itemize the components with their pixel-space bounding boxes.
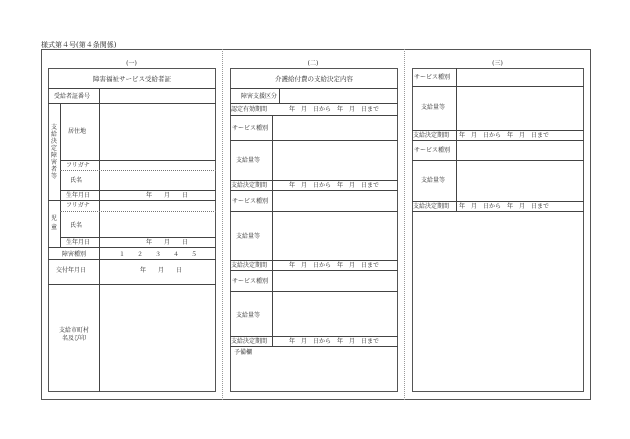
amount-label-a: 支給量等 (236, 157, 261, 164)
divider (412, 140, 584, 141)
divider (60, 190, 216, 191)
divider (99, 259, 100, 284)
divider (230, 346, 398, 347)
divider (60, 160, 216, 161)
amount-label-b: 支給量等 (236, 233, 261, 240)
divider (230, 270, 398, 271)
divider (99, 247, 100, 259)
child-dob-label: 生年月日 (66, 239, 91, 246)
divider (99, 284, 100, 392)
divider (60, 200, 61, 247)
disability-type-values: １ ２ ３ ４ ５ (119, 251, 201, 258)
form-number: 様式第４号(第４条関係) (41, 41, 117, 49)
decision-period-label-b: 支給決定期間 (231, 262, 268, 269)
panel2-title: 介護給付費の支給決定内容 (275, 75, 353, 83)
divider (48, 103, 216, 104)
issue-date-value: 年 月 日 (140, 267, 183, 274)
child-group-label: 児童 (51, 215, 58, 231)
divider (272, 115, 273, 190)
furigana-label: フリガナ (66, 162, 90, 169)
divider (60, 103, 61, 200)
divider (99, 88, 100, 103)
p3-decision-period-value-b: 年 月 日から 年 月 日まで (459, 203, 550, 210)
p3-amount-label-b: 支給量等 (421, 177, 446, 184)
recipient-no-label: 受給者証番号 (54, 93, 91, 100)
p3-decision-period-label-b: 支給決定期間 (413, 203, 450, 210)
divider (48, 284, 216, 285)
divider (230, 336, 398, 337)
decision-period-value-b: 年 月 日から 年 月 日まで (289, 262, 380, 269)
divider (279, 88, 280, 103)
name-label: 氏名 (70, 177, 83, 184)
decision-period-label-a: 支給決定期間 (231, 182, 268, 189)
divider (412, 130, 584, 131)
panel-1 (48, 68, 216, 392)
divider (412, 211, 584, 212)
child-name-label: 氏名 (70, 222, 83, 229)
disability-type-label: 障害種別 (62, 251, 87, 258)
decision-period-label-c: 支給決定期間 (231, 338, 268, 345)
notes-label: 予備欄 (234, 349, 253, 356)
divider (230, 88, 398, 89)
decision-period-value-a: 年 月 日から 年 月 日まで (289, 182, 380, 189)
divider (272, 270, 273, 346)
issue-date-label: 交付年月日 (56, 267, 87, 274)
divider (230, 140, 398, 141)
divider (230, 291, 398, 292)
divider (272, 190, 273, 270)
divider (48, 247, 216, 248)
dob-label: 生年月日 (66, 192, 91, 199)
valid-period-label: 認定有効期間 (231, 106, 268, 113)
section-label-2: (二) (307, 60, 319, 67)
p3-service-type-label-b: サービス種別 (414, 147, 451, 154)
p3-service-type-label-a: サービス種別 (414, 74, 451, 81)
divider (99, 103, 100, 200)
section-label-1: (一) (126, 60, 137, 67)
divider (99, 200, 100, 247)
p3-decision-period-label-a: 支給決定期間 (413, 132, 450, 139)
dob-value: 年 月 日 (146, 192, 189, 199)
support-category-label: 障害支援区分 (241, 93, 278, 100)
section-label-3: (三) (492, 60, 503, 67)
applicant-group-label: 支給決定障害者等 (51, 124, 58, 180)
divider (230, 115, 398, 116)
valid-period-value: 年 月 日から 年 月 日まで (289, 106, 380, 113)
divider (60, 237, 216, 238)
divider (48, 200, 216, 201)
fold-line-2 (404, 49, 405, 400)
decision-period-value-c: 年 月 日から 年 月 日まで (289, 338, 380, 345)
divider (412, 86, 584, 87)
divider (48, 259, 216, 260)
divider (230, 211, 398, 212)
panel-3 (412, 68, 584, 392)
divider (60, 170, 216, 171)
divider (60, 211, 216, 212)
divider (230, 103, 398, 104)
amount-label-c: 支給量等 (236, 312, 261, 319)
divider (230, 190, 398, 191)
divider (412, 160, 584, 161)
panel1-title: 障害福祉サービス受給者証 (93, 75, 171, 83)
fold-line-1 (222, 49, 223, 400)
divider (48, 88, 216, 89)
service-type-label-a: サービス種別 (232, 125, 269, 132)
service-type-label-c: サービス種別 (232, 278, 269, 285)
p3-decision-period-value-a: 年 月 日から 年 月 日まで (459, 132, 550, 139)
divider (230, 180, 398, 181)
divider (412, 201, 584, 202)
divider (230, 260, 398, 261)
child-dob-value: 年 月 日 (146, 239, 189, 246)
municipality-label: 支給市町村名及び印 (58, 327, 89, 342)
p3-amount-label-a: 支給量等 (421, 104, 446, 111)
service-type-label-b: サービス種別 (232, 198, 269, 205)
child-furigana-label: フリガナ (66, 202, 90, 209)
address-label: 居住地 (68, 128, 87, 135)
